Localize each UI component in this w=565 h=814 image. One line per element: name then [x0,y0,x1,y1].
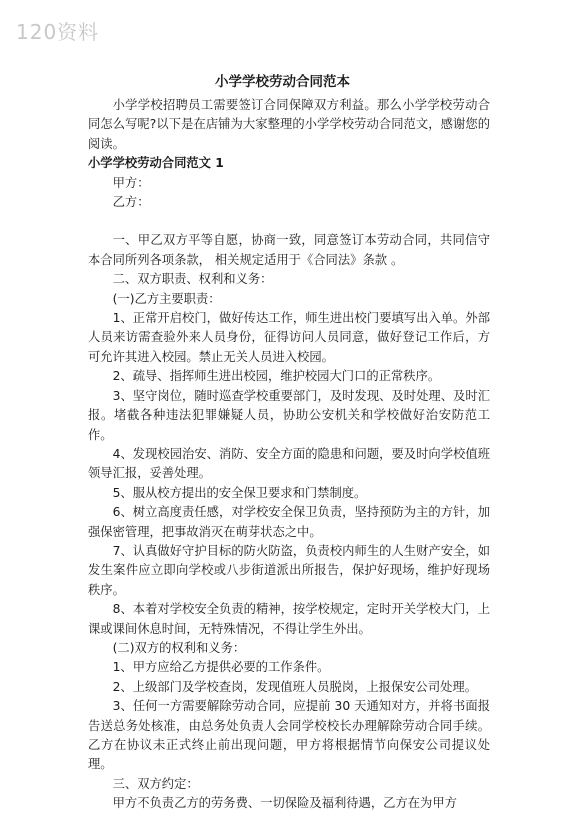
blank-line [88,212,490,231]
intro-paragraph: 小学学校招聘员工需要签订合同保障双方利益。那么小学学校劳动合同怎么写呢?以下是在店铺为大家整理的小学学校劳动合同范文，感谢您的阅读。 [88,98,490,151]
paragraph: 甲方不负责乙方的劳务费、一切保险及福利待遇，乙方在为甲方 [112,796,457,811]
paragraph: (二)双方的权利和义务： [112,640,246,655]
party-a-line: 甲方： [112,175,150,190]
paragraph: 3、任何一方需要解除劳动合同，应提前 30 天通知对方，并将书面报告送总务处核准，由总务处负责人会同学校校长办理解除劳动合同手续。 乙方在协议未正式终止前出现问题，甲方将根据情节向保安公司提议处理。 [88,699,490,772]
watermark: 120资料 [16,20,100,44]
document-body [88,96,490,814]
paragraph: 1、正常开启校门，做好传达工作，师生进出校门要填写出入单。外部人员来访需查验外来人员身份，征得访问人员同意，做好登记工作后，方可允许其进入校园。禁止无关人员进入校园。 [88,311,490,364]
paragraph: 2、上级部门及学校查岗，发现值班人员脱岗，上报保安公司处理。 [112,679,478,694]
paragraph: 3、坚守岗位，随时巡查学校重要部门，及时发现、及时处理、及时汇报。堵截各种违法犯罪嫌疑人员，协助公安机关和学校做好治安防范工作。 [88,388,490,442]
document-title: 小学学校劳动合同范本 [215,74,350,90]
paragraph: 7、认真做好守护目标的防火防盗，负责校内师生的人生财产安全，如发生案件应立即向学校或八步街道派出所报告，保护好现场，维护好现场秩序。 [88,543,490,597]
paragraph: 二、双方职责、权利和义务： [112,272,273,287]
paragraph: 一、甲乙双方平等自愿，协商一致，同意签订本劳动合同，共同信守本合同所列各项条款， 相关规定适用于《合同法》条款 。 [88,233,490,267]
party-b-line: 乙方： [112,195,150,210]
paragraph: 2、疏导、指挥师生进出校园，维护校园大门口的正常秩序。 [112,369,441,384]
paragraph: 8、本着对学校安全负责的精神，按学校规定，定时开关学校大门，上课或课间休息时间，无特殊情况，不得让学生外出。 [88,602,490,636]
paragraph: 6、树立高度责任感，对学校安全保卫负责，坚持预防为主的方针，加强保密管理，把事故消灭在萌芽状态之中。 [88,505,490,539]
section-heading: 小学学校劳动合同范文 1 [88,156,224,171]
paragraph: (一)乙方主要职责： [112,291,221,306]
paragraph: 5、服从校方提出的安全保卫要求和门禁制度。 [112,485,367,500]
paragraph: 4、发现校园治安、消防、安全方面的隐患和问题，要及时向学校值班领导汇报，妥善处理。 [88,446,490,481]
paragraph: 三、双方约定： [112,776,199,791]
paragraph: 1、甲方应给乙方提供必要的工作条件。 [112,660,330,675]
